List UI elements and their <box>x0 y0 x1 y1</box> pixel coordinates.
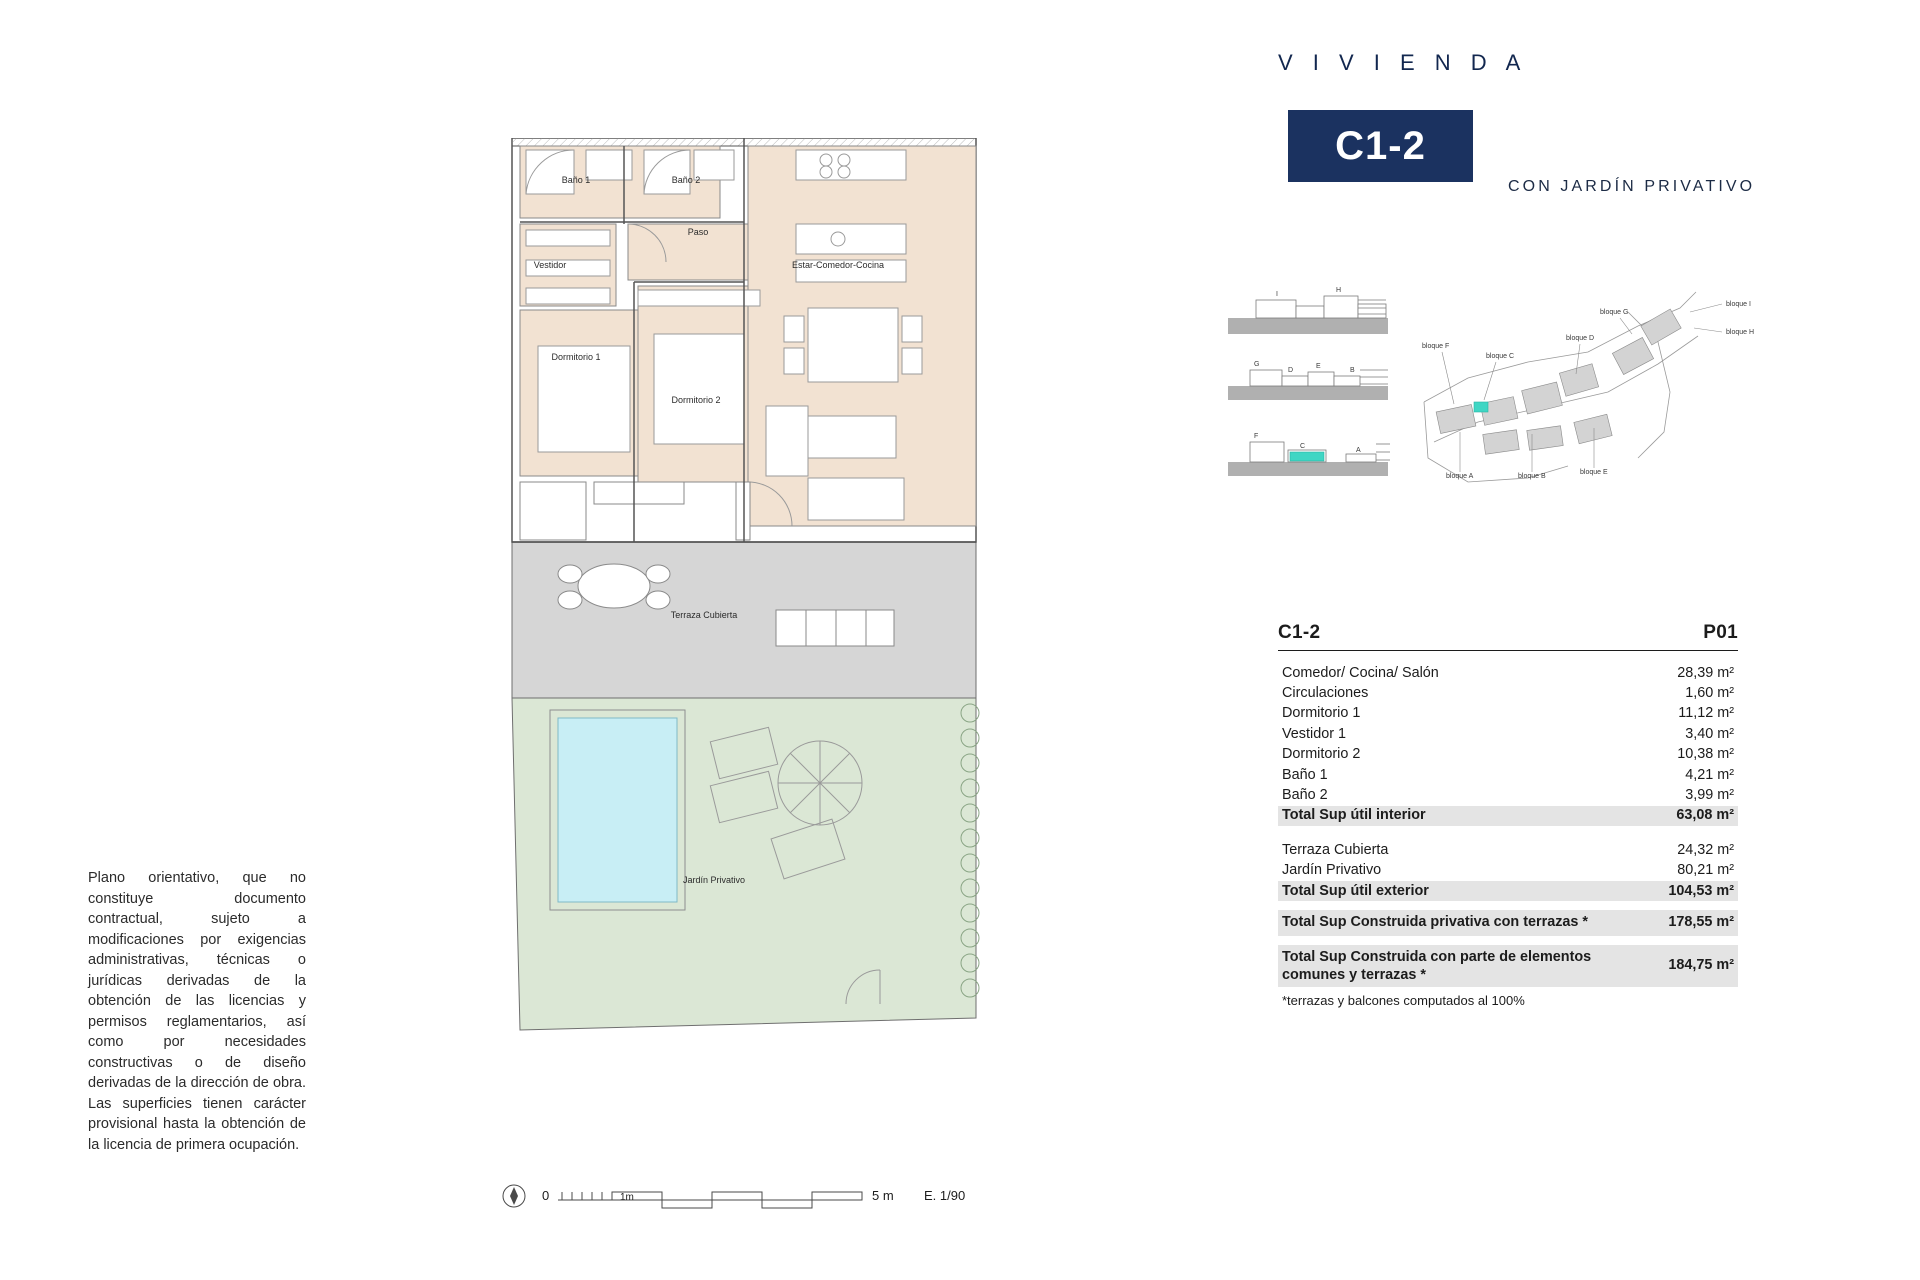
scale-mid-label: 1m <box>620 1192 634 1203</box>
row-value: 28,39 m² <box>1677 664 1734 681</box>
table-row <box>1278 724 1738 744</box>
areas-table-header <box>1278 622 1738 651</box>
built-private-total-row <box>1278 910 1738 935</box>
table-row <box>1278 765 1738 785</box>
row-label: Jardín Privativo <box>1282 862 1382 879</box>
row-value: 4,21 m² <box>1685 766 1734 783</box>
exterior-total-row <box>1278 881 1738 901</box>
row-label: Baño 1 <box>1282 766 1328 783</box>
elevation-block-label: B <box>1350 367 1355 374</box>
row-label: Terraza Cubierta <box>1282 841 1389 858</box>
areas-footnote: *terrazas y balcones computados al 100% <box>1282 992 1525 1008</box>
unit-subtitle: CON JARDÍN PRIVATIVO <box>1508 178 1756 195</box>
table-row <box>1278 785 1738 805</box>
scale-bar <box>500 1178 980 1216</box>
table-row <box>1278 840 1738 860</box>
site-block-label: bloque E <box>1580 469 1608 476</box>
site-block-label: bloque H <box>1726 329 1755 336</box>
table-row <box>1278 704 1738 724</box>
site-block-label: bloque D <box>1566 335 1595 342</box>
unit-code-label: C1-2 <box>1335 123 1426 168</box>
areas-table <box>1278 622 1738 1008</box>
room-label: Paso <box>687 227 709 237</box>
row-label: Dormitorio 2 <box>1282 746 1361 763</box>
row-value: 80,21 m² <box>1677 862 1734 879</box>
elevation-block-label: I <box>1276 291 1278 298</box>
row-value: 24,32 m² <box>1677 841 1734 858</box>
floor-plan-drawing <box>508 138 982 1143</box>
row-label: Dormitorio 1 <box>1282 705 1361 722</box>
row-label: Comedor/ Cocina/ Salón <box>1282 664 1439 681</box>
elevation-block-label: F <box>1254 433 1259 440</box>
areas-floor-label: P01 <box>1703 622 1738 643</box>
row-value: 104,53 m² <box>1668 882 1734 899</box>
site-block-label: bloque F <box>1422 343 1450 350</box>
row-value: 178,55 m² <box>1668 914 1734 931</box>
room-label: Dormitorio 2 <box>671 395 721 405</box>
site-block-label: bloque B <box>1518 473 1546 480</box>
elevation-block-label: H <box>1336 287 1342 294</box>
scale-ratio-label: E. 1/90 <box>924 1188 966 1203</box>
areas-unit-label: C1-2 <box>1278 622 1321 643</box>
row-value: 11,12 m² <box>1678 705 1734 722</box>
site-location-diagrams <box>1228 282 1810 520</box>
row-value: 3,40 m² <box>1685 725 1734 742</box>
row-value: 63,08 m² <box>1676 807 1734 824</box>
elevation-block-label: G <box>1254 361 1260 368</box>
room-label: Vestidor <box>533 260 567 270</box>
scale-zero-label: 0 <box>542 1188 550 1203</box>
elevation-block-label: D <box>1288 367 1294 374</box>
room-label: Baño 1 <box>561 175 591 185</box>
table-row <box>1278 663 1738 683</box>
elevation-block-label: C <box>1300 443 1306 450</box>
room-label: Baño 2 <box>671 175 701 185</box>
site-block-label: bloque I <box>1726 301 1751 308</box>
room-label: Dormitorio 1 <box>551 352 601 362</box>
room-label: Jardín Privativo <box>682 875 746 885</box>
row-label: Total Sup útil exterior <box>1282 882 1429 899</box>
table-row <box>1278 745 1738 765</box>
page-title: V I V I E N D A <box>1278 50 1528 75</box>
table-row <box>1278 861 1738 881</box>
row-value: 184,75 m² <box>1668 957 1734 974</box>
row-value: 3,99 m² <box>1685 786 1734 803</box>
disclaimer-text: Plano orientativo, que no constituye documento contractual, sujeto a modificaciones por exigencias administrativas, técnicas o jurídicas derivadas de la obtención de las licencias y permisos reglamentarios, así como por necesidades constructivas o de diseño derivadas de la dirección de obra. Las superficies tienen carácter provisional hasta la obtención de la licencia de primera ocupación. <box>88 870 306 1153</box>
row-value: 1,60 m² <box>1685 684 1734 701</box>
interior-total-row <box>1278 806 1738 826</box>
table-row <box>1278 683 1738 703</box>
row-label: Total Sup útil interior <box>1282 807 1426 824</box>
row-label: Vestidor 1 <box>1282 725 1346 742</box>
elevation-block-label: E <box>1316 363 1321 370</box>
unit-code-badge <box>1288 110 1473 182</box>
elevation-block-label: A <box>1356 447 1361 454</box>
scale-max-label: 5 m <box>872 1188 894 1203</box>
row-label: Total Sup Construida privativa con terrazas * <box>1282 914 1589 931</box>
row-value: 10,38 m² <box>1677 746 1734 763</box>
room-label: Estar-Comedor-Cocina <box>791 260 885 270</box>
site-block-label: bloque A <box>1446 473 1474 480</box>
row-label: Baño 2 <box>1282 786 1328 803</box>
row-label: Circulaciones <box>1282 684 1369 701</box>
room-label: Terraza Cubierta <box>670 610 738 620</box>
site-block-label: bloque G <box>1600 309 1629 316</box>
row-label: Total Sup Construida con parte de elementos comunes y terrazas * <box>1282 948 1592 983</box>
site-block-label: bloque C <box>1486 353 1515 360</box>
built-common-total-row <box>1278 945 1738 987</box>
